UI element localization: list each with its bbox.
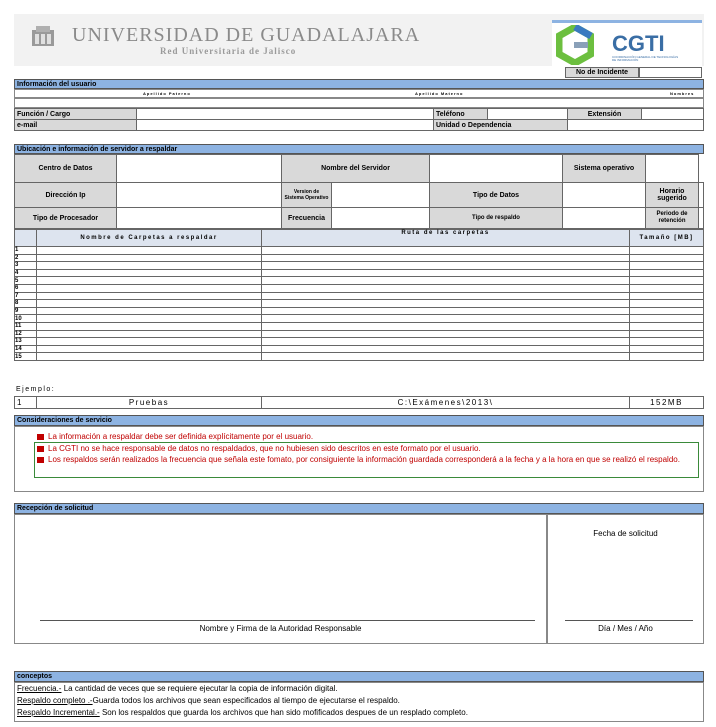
folders-corner [15,230,37,247]
user-section-title: Información del usuario [14,79,704,89]
folder-name-field[interactable] [37,322,262,330]
date-line [565,620,693,621]
alert-icon [37,457,44,463]
funcion-label: Función / Cargo [15,109,137,120]
folder-name-field[interactable] [37,247,262,255]
folder-size-field[interactable] [630,315,704,323]
folder-path-field[interactable] [262,322,630,330]
folder-row-number: 6 [15,284,37,292]
folder-path-field[interactable] [262,262,630,270]
folder-row-number: 9 [15,307,37,315]
folder-path-field[interactable] [262,284,630,292]
name-input-row[interactable] [14,98,704,108]
folder-name-field[interactable] [37,262,262,270]
ejemplo-row [14,396,704,409]
concept-text: La cantidad de veces que se requiere ejecutar la copia de información digital. [61,684,338,693]
col-paterno: Apellido Paterno [143,91,191,96]
unidad-label: Unidad o Dependencia [434,120,568,131]
unidad-field[interactable] [568,120,704,131]
folder-size-field[interactable] [630,269,704,277]
folder-row [15,353,704,361]
folder-path-field[interactable] [262,353,630,361]
folder-row-number: 11 [15,322,37,330]
concept-term: Respaldo completo .- [17,696,93,705]
folder-row [15,284,704,292]
folder-row-number: 2 [15,254,37,262]
folder-size-field[interactable] [630,345,704,353]
folder-row [15,262,704,270]
horario-field[interactable] [699,183,704,208]
folder-path-field[interactable] [262,254,630,262]
nombre-servidor-label: Nombre del Servidor [282,155,430,183]
incident-field[interactable] [639,67,702,78]
ip-field[interactable] [117,183,282,208]
consideration-item-2 [37,443,697,454]
folder-size-field[interactable] [630,322,704,330]
cgti-logo-icon [556,25,594,65]
folder-name-field[interactable] [37,300,262,308]
concept-text: Guarda todos los archivos que sean especificados al tiempo de ejecutarse el respaldo. [92,696,400,705]
col-tamano: Tamaño [MB] [630,230,704,247]
concepts-box [14,682,704,722]
folder-path-field[interactable] [262,338,630,346]
folder-row-number: 14 [15,345,37,353]
ejemplo-ruta: C:\Exámenes\2013\ [262,397,630,409]
folder-path-field[interactable] [262,315,630,323]
folder-name-field[interactable] [37,353,262,361]
folder-size-field[interactable] [630,254,704,262]
version-so-field[interactable] [332,183,430,208]
folder-row [15,338,704,346]
user-fields-table [14,108,704,131]
folder-row [15,307,704,315]
folder-row [15,315,704,323]
name-columns-row [14,89,704,98]
email-field[interactable] [137,120,434,131]
considerations-title: Consideraciones de servicio [14,415,704,426]
email-label: e-mail [15,120,137,131]
frecuencia-field[interactable] [332,208,430,229]
folder-path-field[interactable] [262,345,630,353]
col-nombres: Nombres [670,91,695,96]
concept-term: Frecuencia.- [17,684,62,693]
folder-row [15,269,704,277]
folder-row [15,292,704,300]
folder-size-field[interactable] [630,262,704,270]
concept-frecuencia [17,683,703,695]
folder-row-number: 13 [15,338,37,346]
folder-name-field[interactable] [37,330,262,338]
col-carpetas: Nombre de Carpetas a respaldar [37,230,262,247]
folder-name-field[interactable] [37,284,262,292]
consideration-text-3: Los respaldos serán realizados la frecuencia que señala este fomato, por consiguiente la información guardada corresponderá a la fecha y a la hora en que se realizó el respaldo. [48,455,680,464]
cgti-logo-subtitle: COORDINACIÓN GENERAL DE TECNOLOGÍAS DE INFORMACIÓN [612,55,679,62]
concept-completo [17,695,703,707]
version-so-label: Version de Sistema Operativo [282,183,332,208]
concept-text: Son los respaldos que guarda los archivos que han sido mofificados despues de un resplado completo. [99,708,468,717]
folder-size-field[interactable] [630,307,704,315]
folder-name-field[interactable] [37,338,262,346]
folder-row-number: 8 [15,300,37,308]
folder-path-field[interactable] [262,247,630,255]
horario-label: Horario sugerido [646,183,699,208]
folder-row [15,277,704,285]
consideration-text-1: La información a respaldar debe ser definida explícitamente por el usuario. [48,432,314,441]
folder-path-field[interactable] [262,330,630,338]
folder-path-field[interactable] [262,307,630,315]
alert-icon [37,434,44,440]
extension-label: Extensión [568,109,642,120]
folder-row [15,330,704,338]
server-fields-table [14,154,704,229]
tipo-datos-label: Tipo de Datos [430,183,563,208]
col-ruta: Ruta de las carpetas [262,230,630,247]
so-label: Sistema operativo [563,155,646,183]
telefono-field[interactable] [488,109,568,120]
consideration-item-3 [37,454,697,465]
centro-field[interactable] [117,155,282,183]
tipo-respaldo-field[interactable] [563,208,646,229]
folder-name-field[interactable] [37,269,262,277]
folder-size-field[interactable] [630,277,704,285]
cgti-logo-text: CGTI [612,31,665,56]
folder-row-number: 7 [15,292,37,300]
ejemplo-nombre: Pruebas [37,397,262,409]
folder-name-field[interactable] [37,307,262,315]
university-name: UNIVERSIDAD DE GUADALAJARA [72,24,421,46]
folder-size-field[interactable] [630,330,704,338]
telefono-label: Teléfono [434,109,488,120]
folder-row [15,254,704,262]
folder-row [15,322,704,330]
extension-field[interactable] [642,109,704,120]
dma-label: Día / Mes / Año [598,624,653,633]
consideration-text-2: La CGTI no se hace responsable de datos no respaldados, que no hubiesen sido descritos en este formato por el usuario. [48,444,481,453]
folder-size-field[interactable] [630,292,704,300]
concept-term: Respaldo Incremental.- [17,708,100,717]
cgti-logo [552,20,702,69]
folder-row-number: 1 [15,247,37,255]
server-section-title: Ubicación e información de servidor a respaldar [14,144,704,154]
folder-path-field[interactable] [262,277,630,285]
folder-name-field[interactable] [37,292,262,300]
folder-row-number: 10 [15,315,37,323]
fecha-label: Fecha de solicitud [593,529,658,538]
concept-incremental [17,707,703,719]
frecuencia-label: Frecuencia [282,208,332,229]
folder-size-field[interactable] [630,338,704,346]
periodo-label: Periodo de retención [646,208,699,229]
incident-label: No de Incidente [565,67,639,78]
folder-path-field[interactable] [262,292,630,300]
col-materno: Apellido Materno [415,91,464,96]
alert-icon [37,446,44,452]
folder-row [15,247,704,255]
folder-row-number: 15 [15,353,37,361]
reception-title: Recepción de solicitud [14,503,704,514]
so-field[interactable] [646,155,699,183]
signature-line [40,620,535,621]
consideration-item-1 [37,431,697,442]
folder-name-field[interactable] [37,277,262,285]
folder-row-number: 12 [15,330,37,338]
folder-size-field[interactable] [630,300,704,308]
procesador-field[interactable] [117,208,282,229]
periodo-field[interactable] [699,208,704,229]
folder-row-number: 4 [15,269,37,277]
tipo-datos-field[interactable] [563,183,646,208]
folder-row [15,300,704,308]
ejemplo-num: 1 [15,397,37,409]
folder-name-field[interactable] [37,345,262,353]
university-seal-icon [30,24,56,48]
folder-size-field[interactable] [630,353,704,361]
network-name: Red Universitaria de Jalisco [160,46,297,56]
folder-row-number: 5 [15,277,37,285]
tipo-respaldo-label: Tipo de respaldo [430,208,563,229]
concepts-title: conceptos [14,671,704,682]
firma-label: Nombre y Firma de la Autoridad Responsable [199,624,362,633]
folder-name-field[interactable] [37,254,262,262]
folder-row-number: 3 [15,262,37,270]
funcion-field[interactable] [137,109,434,120]
folder-name-field[interactable] [37,315,262,323]
nombre-servidor-field[interactable] [430,155,563,183]
procesador-label: Tipo de Procesador [15,208,117,229]
folder-path-field[interactable] [262,300,630,308]
ejemplo-tamano: 152MB [630,397,704,409]
centro-label: Centro de Datos [15,155,117,183]
folder-size-field[interactable] [630,247,704,255]
ip-label: Dirección Ip [15,183,117,208]
folder-size-field[interactable] [630,284,704,292]
ejemplo-label: Ejemplo: [16,386,56,393]
folders-table [14,229,704,361]
folder-row [15,345,704,353]
folder-path-field[interactable] [262,269,630,277]
